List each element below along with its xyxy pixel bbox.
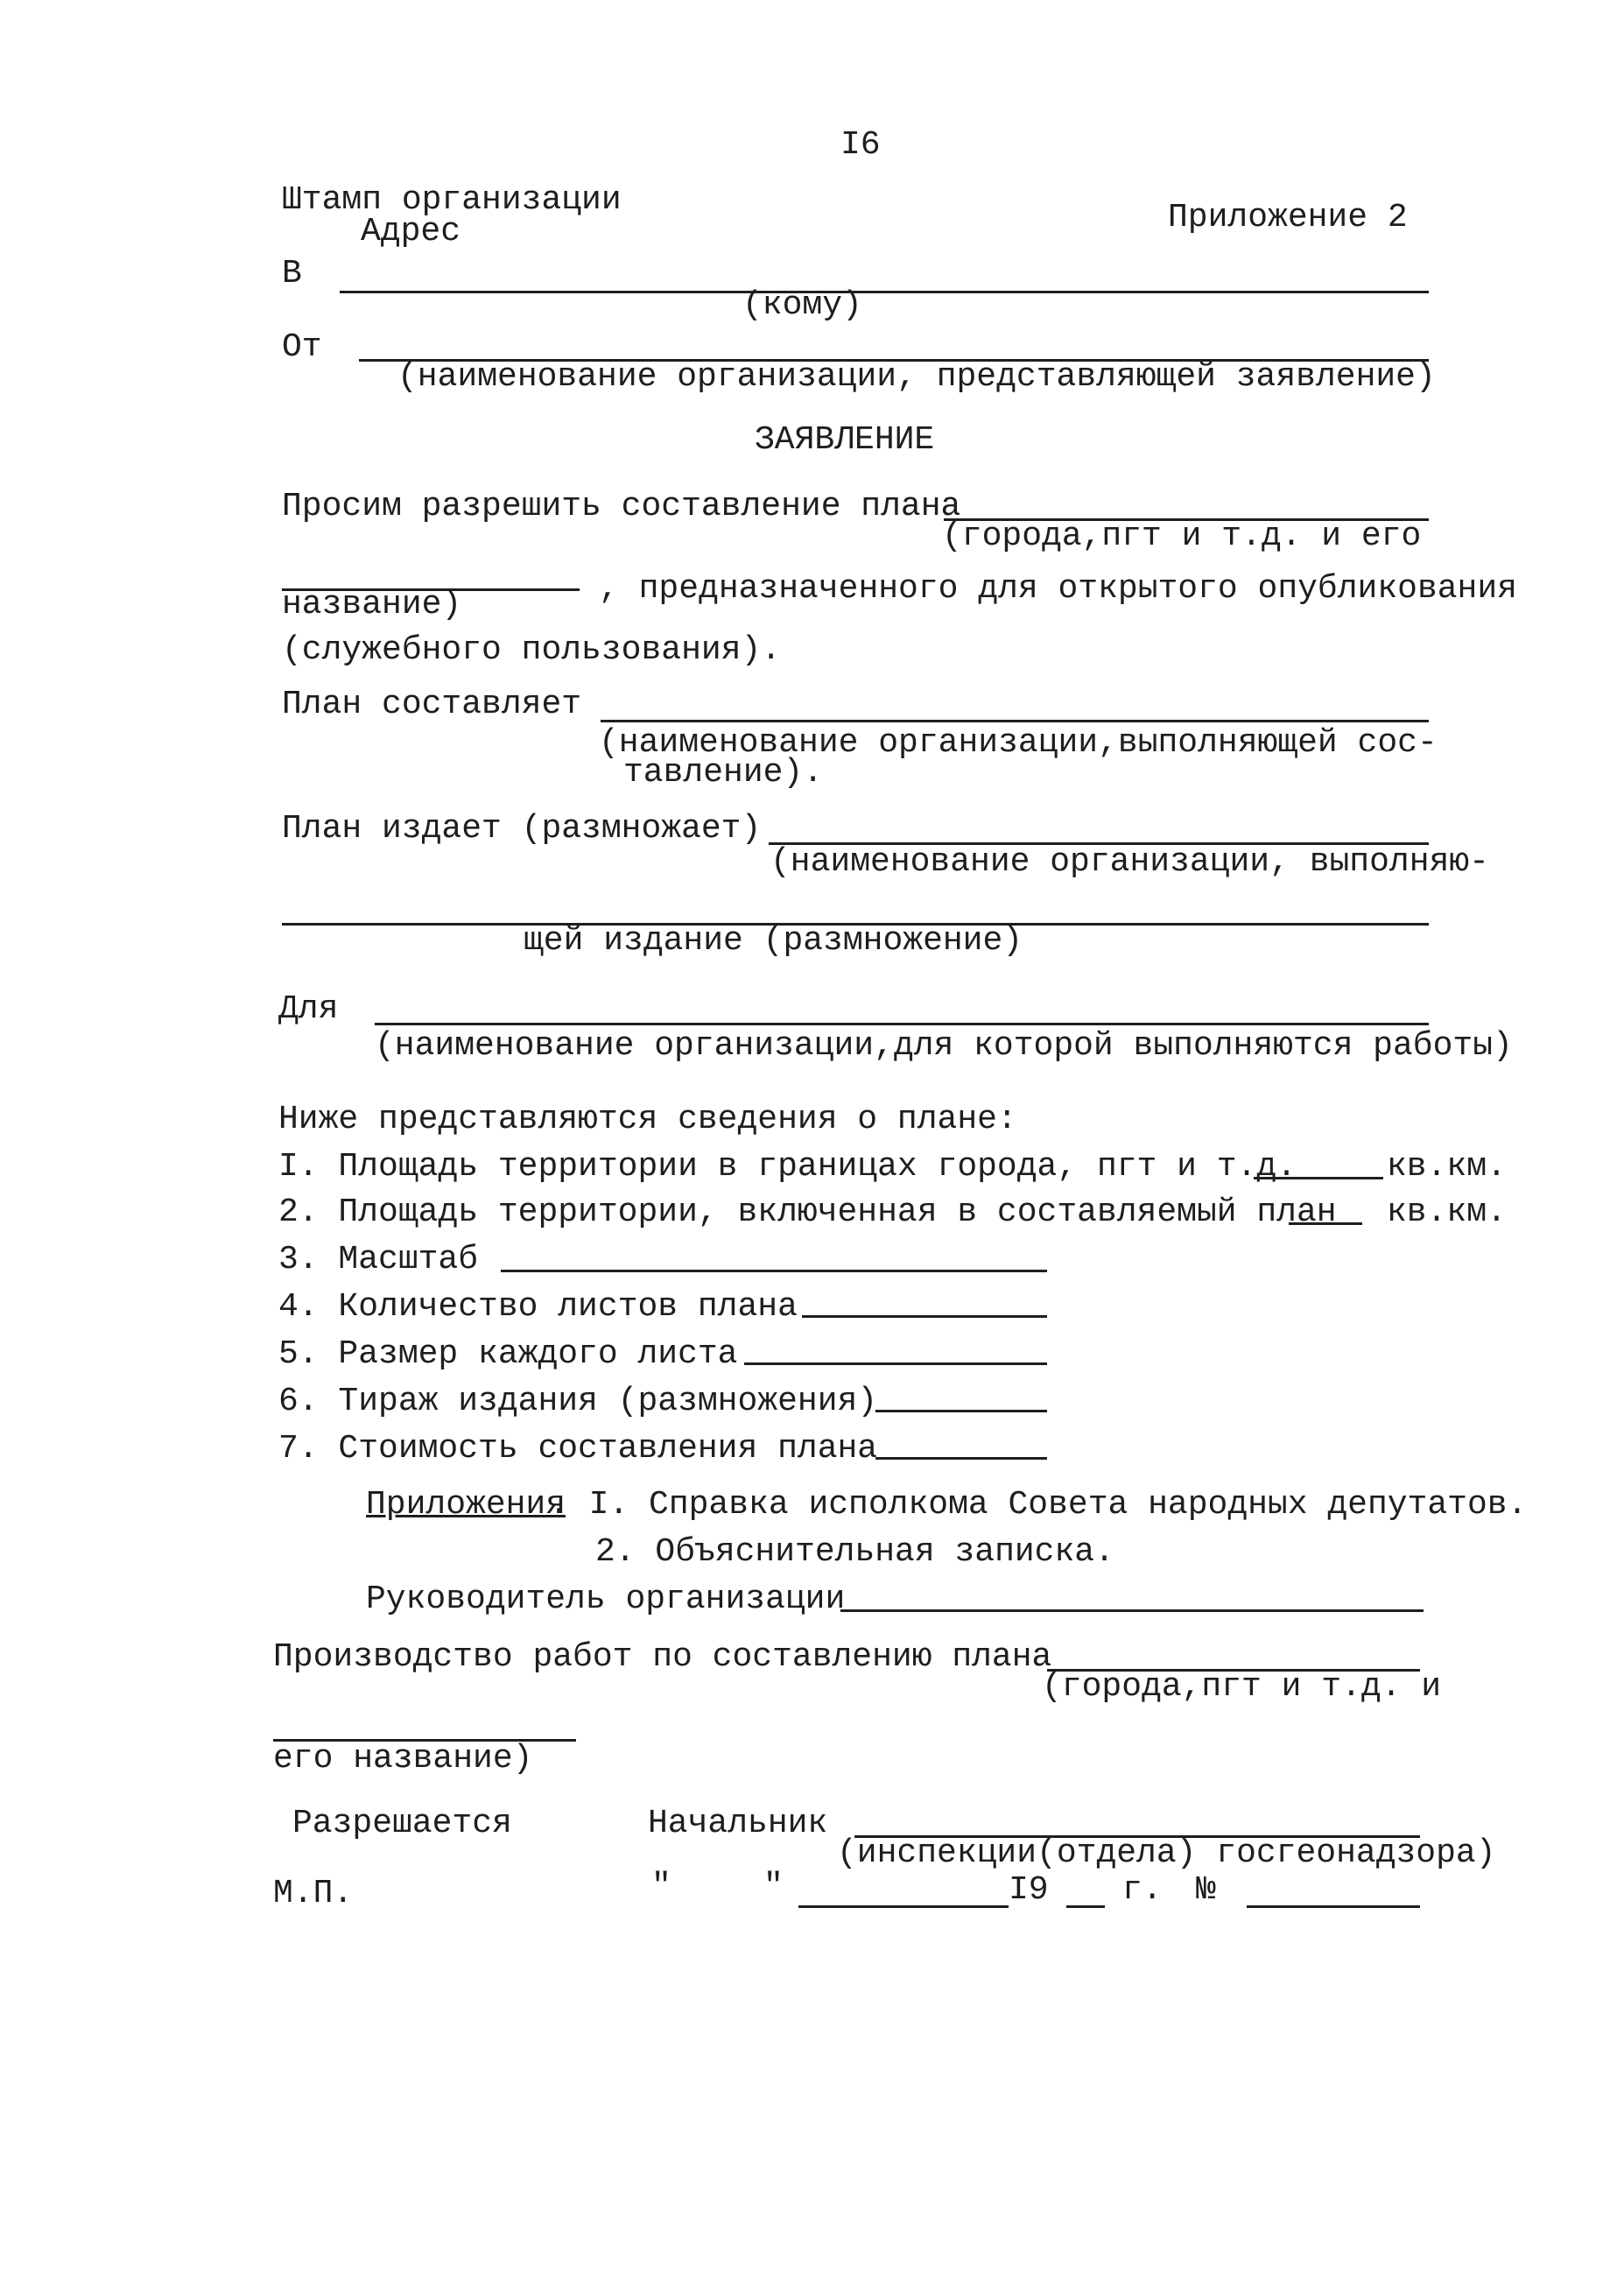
- seal-label: М.П.: [273, 1875, 354, 1912]
- info-item-6-line: [875, 1410, 1047, 1412]
- attachments-item-1: . I. Справка исполкома Совета народных депутатов.: [549, 1486, 1528, 1524]
- request-caption-name: название): [282, 586, 462, 623]
- head-signature-line: [840, 1609, 1424, 1612]
- publisher-caption: (наименование организации, выполняю-: [770, 843, 1489, 881]
- compiler-caption: (наименование организации,выполняющей сос-: [599, 724, 1438, 762]
- head-signature-label: Руководитель организации: [366, 1580, 846, 1618]
- doc-title: ЗАЯВЛЕНИЕ: [755, 421, 935, 459]
- info-item-4-line: [802, 1315, 1047, 1318]
- to-caption: (кому): [742, 286, 862, 324]
- info-item-3-line: [501, 1270, 1047, 1272]
- date-month-line: [798, 1905, 1009, 1908]
- production-caption-2: его название): [273, 1740, 533, 1778]
- stamp-label: Штамп организации: [282, 181, 622, 219]
- info-item-7-line: [875, 1457, 1047, 1460]
- info-item-2-line: [1289, 1222, 1362, 1225]
- permission-chief: Начальник: [648, 1805, 828, 1842]
- info-item-2-unit: кв.км.: [1387, 1193, 1507, 1231]
- date-year-prefix: I9: [1009, 1871, 1049, 1909]
- request-text: Просим разрешить составление плана: [282, 488, 961, 525]
- production-text: Производство работ по составлению плана: [273, 1638, 1052, 1676]
- attachments-item-2: 2. Объяснительная записка.: [595, 1533, 1114, 1571]
- request-service-use: (служебного пользования).: [282, 631, 782, 669]
- publisher-label: План издает (размножает): [282, 810, 762, 848]
- info-heading: Ниже представляются сведения о плане:: [278, 1101, 1017, 1138]
- request-purpose: , предназначенного для открытого опубликования: [599, 570, 1517, 608]
- for-line: [375, 1023, 1429, 1025]
- from-caption: (наименование организации, представляющей заявление): [397, 358, 1436, 396]
- info-item-5-line: [744, 1362, 1047, 1365]
- info-item-2: 2. Площадь территории, включенная в составляемый план: [278, 1193, 1337, 1231]
- info-item-5: 5. Размер каждого листа: [278, 1335, 738, 1373]
- info-item-6: 6. Тираж издания (размножения): [278, 1383, 878, 1420]
- for-label: Для: [278, 990, 339, 1028]
- to-line: [340, 291, 1429, 293]
- compiler-label: План составляет: [282, 686, 582, 723]
- appendix-label: Приложение 2: [1168, 199, 1408, 236]
- address-label: Адрес: [361, 213, 461, 250]
- date-year-line: [1066, 1905, 1105, 1908]
- for-caption: (наименование организации,для которой выполняются работы): [375, 1027, 1513, 1065]
- to-prefix: В: [282, 255, 302, 292]
- info-item-7: 7. Стоимость составления плана: [278, 1430, 878, 1468]
- number-sign: №: [1196, 1871, 1216, 1909]
- production-caption: (города,пгт и т.д. и: [1042, 1668, 1442, 1706]
- date-year-suffix: г.: [1122, 1871, 1163, 1909]
- info-item-3: 3. Масштаб: [278, 1241, 479, 1278]
- compiler-line: [601, 720, 1429, 722]
- info-item-1-unit: кв.км.: [1387, 1148, 1507, 1186]
- info-item-1-line: [1254, 1177, 1383, 1179]
- request-caption: (города,пгт и т.д. и его: [942, 517, 1422, 555]
- publisher-caption-2: щей издание (размножение): [524, 922, 1023, 960]
- from-prefix: От: [282, 328, 322, 366]
- number-line: [1247, 1905, 1420, 1908]
- date-quote-close: ": [763, 1868, 784, 1905]
- compiler-caption-2: тавление).: [623, 754, 824, 792]
- date-quote-open: ": [651, 1868, 671, 1905]
- page-number: I6: [840, 126, 881, 164]
- attachments-label: Приложения: [366, 1486, 566, 1524]
- permission-chief-caption: (инспекции(отдела) госгеонадзора): [837, 1834, 1496, 1872]
- info-item-1: I. Площадь территории в границах города, пгт и т.д.: [278, 1148, 1297, 1186]
- permission-allowed: Разрешается: [292, 1805, 512, 1842]
- info-item-4: 4. Количество листов плана: [278, 1288, 798, 1326]
